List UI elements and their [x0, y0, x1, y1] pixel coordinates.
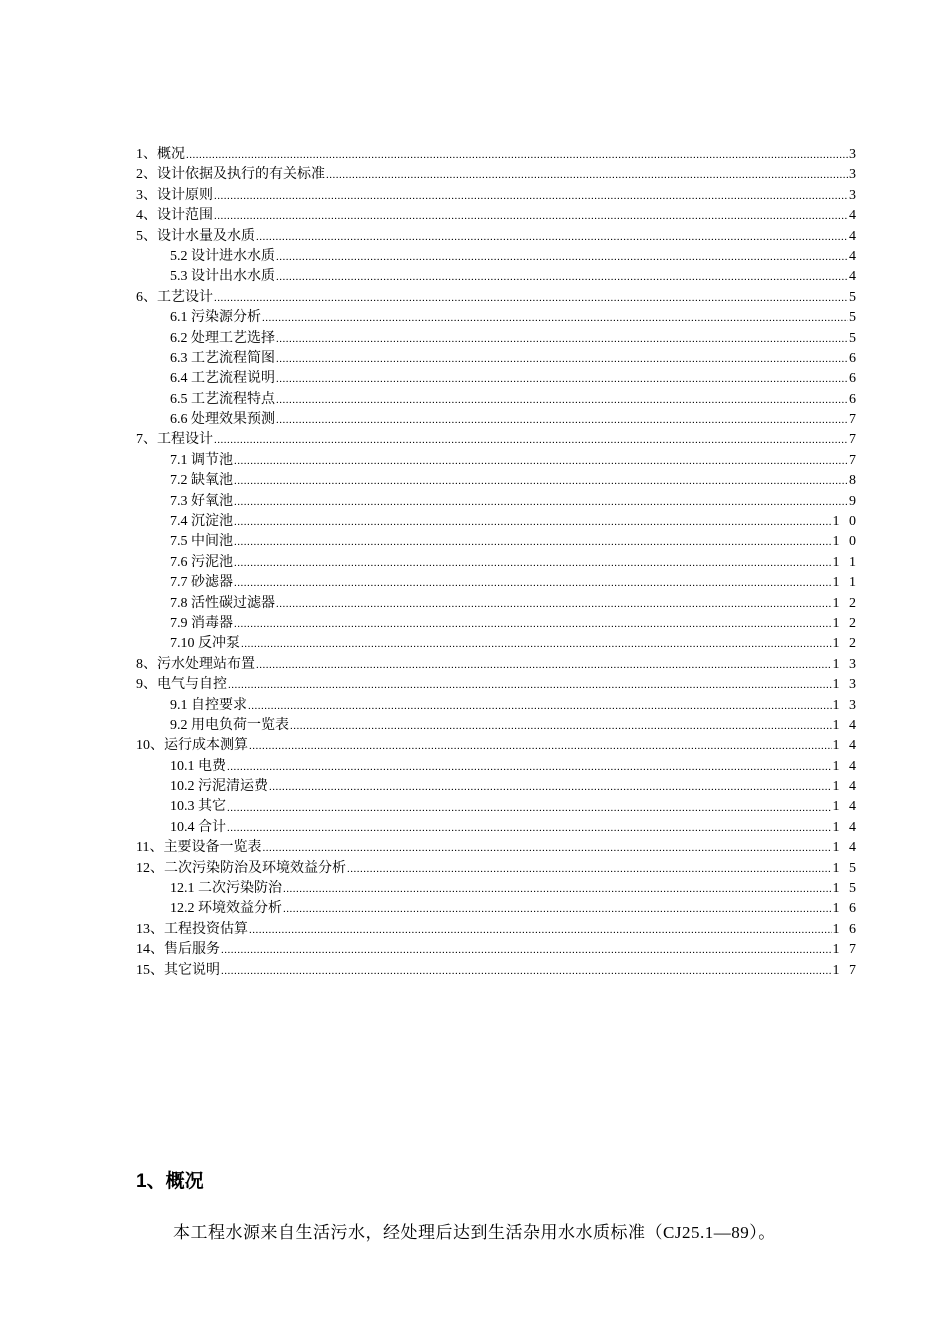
toc-entry-label: 6、工艺设计	[136, 289, 213, 305]
toc-entry-label: 5.2 设计进水水质	[170, 248, 275, 264]
toc-entry-page-number: 1 7	[832, 962, 859, 978]
toc-dot-leader	[262, 838, 831, 858]
section-heading: 1、概况	[136, 1171, 204, 1192]
toc-dot-leader	[234, 614, 832, 634]
toc-entry-label: 6.4 工艺流程说明	[170, 371, 275, 387]
toc-dot-leader	[221, 940, 832, 960]
toc-entry-label: 8、污水处理站布置	[136, 656, 255, 672]
toc-entry-page-number: 8	[849, 473, 859, 489]
toc-entry[interactable]	[136, 308, 859, 328]
toc-entry-label: 12、二次污染防治及环境效益分析	[136, 860, 346, 876]
toc-entry-page-number: 1 4	[832, 779, 859, 795]
toc-entry-label: 6.1 污染源分析	[170, 310, 261, 326]
toc-entry-label: 7.1 调节池	[170, 452, 233, 468]
toc-entry-label: 7.8 活性碳过滤器	[170, 595, 275, 611]
toc-entry-page-number: 1 0	[832, 534, 859, 550]
toc-entry[interactable]	[136, 696, 859, 716]
toc-entry[interactable]	[136, 186, 859, 206]
toc-entry[interactable]	[136, 777, 859, 797]
toc-entry-label: 4、设计范围	[136, 208, 213, 224]
toc-entry-label: 1、概况	[136, 146, 185, 162]
toc-dot-leader	[234, 532, 832, 552]
toc-entry[interactable]	[136, 899, 859, 919]
toc-dot-leader	[276, 390, 848, 410]
toc-entry-page-number: 4	[849, 248, 859, 264]
toc-entry[interactable]	[136, 879, 859, 899]
toc-entry[interactable]	[136, 675, 859, 695]
toc-dot-leader	[283, 899, 832, 919]
toc-entry[interactable]	[136, 655, 859, 675]
toc-entry[interactable]	[136, 267, 859, 287]
toc-entry[interactable]	[136, 227, 859, 247]
toc-entry-page-number: 1 6	[832, 921, 859, 937]
toc-entry-page-number: 1 4	[832, 738, 859, 754]
toc-entry[interactable]	[136, 492, 859, 512]
toc-dot-leader	[283, 879, 832, 899]
toc-entry-page-number: 1 6	[832, 901, 859, 917]
toc-entry[interactable]	[136, 247, 859, 267]
toc-entry-label: 9.2 用电负荷一览表	[170, 717, 289, 733]
toc-dot-leader	[227, 757, 832, 777]
toc-entry[interactable]	[136, 818, 859, 838]
toc-dot-leader	[276, 594, 832, 614]
toc-entry[interactable]	[136, 736, 859, 756]
toc-entry-label: 7.6 污泥池	[170, 554, 233, 570]
toc-entry-page-number: 7	[849, 452, 859, 468]
toc-entry[interactable]	[136, 716, 859, 736]
toc-entry-label: 7.9 消毒器	[170, 615, 233, 631]
toc-dot-leader	[234, 451, 848, 471]
toc-dot-leader	[221, 961, 832, 981]
toc-entry-label: 7.2 缺氧池	[170, 473, 233, 489]
toc-dot-leader	[276, 410, 848, 430]
toc-entry[interactable]	[136, 757, 859, 777]
toc-entry-page-number: 1 3	[832, 697, 859, 713]
toc-entry-page-number: 1 2	[832, 615, 859, 631]
toc-entry[interactable]	[136, 614, 859, 634]
toc-entry-label: 15、其它说明	[136, 962, 220, 978]
toc-entry-label: 14、售后服务	[136, 942, 220, 958]
table-of-contents	[136, 145, 859, 981]
toc-entry-page-number: 1 2	[832, 636, 859, 652]
toc-entry-page-number: 5	[849, 330, 859, 346]
toc-dot-leader	[227, 818, 832, 838]
toc-entry-page-number: 1 1	[832, 575, 859, 591]
toc-dot-leader	[256, 655, 832, 675]
toc-entry-label: 6.2 处理工艺选择	[170, 330, 275, 346]
toc-entry[interactable]	[136, 553, 859, 573]
toc-dot-leader	[276, 267, 848, 287]
toc-dot-leader	[234, 573, 832, 593]
toc-dot-leader	[214, 206, 848, 226]
toc-entry-page-number: 6	[849, 371, 859, 387]
toc-entry[interactable]	[136, 961, 859, 981]
toc-entry[interactable]	[136, 288, 859, 308]
toc-entry-label: 6.3 工艺流程简图	[170, 350, 275, 366]
section-paragraph: 本工程水源来自生活污水，经处理后达到生活杂用水水质标准（CJ25.1—89）。	[173, 1223, 776, 1242]
toc-entry-page-number: 9	[849, 493, 859, 509]
toc-entry-label: 7.7 砂滤器	[170, 575, 233, 591]
toc-dot-leader	[214, 288, 848, 308]
toc-dot-leader	[227, 798, 832, 818]
toc-entry-page-number: 1 7	[832, 942, 859, 958]
toc-entry-label: 6.5 工艺流程特点	[170, 391, 275, 407]
toc-entry-label: 10.4 合计	[170, 819, 226, 835]
toc-entry[interactable]	[136, 451, 859, 471]
toc-dot-leader	[248, 696, 832, 716]
toc-dot-leader	[276, 369, 848, 389]
toc-entry-label: 11、主要设备一览表	[136, 840, 262, 856]
toc-entry-label: 10.1 电费	[170, 758, 226, 774]
toc-entry-label: 9、电气与自控	[136, 677, 227, 693]
toc-entry-page-number: 1 4	[832, 758, 859, 774]
toc-entry-label: 13、工程投资估算	[136, 921, 248, 937]
toc-entry-page-number: 1 2	[832, 595, 859, 611]
toc-dot-leader	[214, 430, 848, 450]
toc-dot-leader	[234, 492, 848, 512]
toc-dot-leader	[276, 349, 848, 369]
toc-entry[interactable]	[136, 145, 859, 165]
toc-entry[interactable]	[136, 206, 859, 226]
toc-entry-page-number: 5	[849, 289, 859, 305]
toc-entry-page-number: 3	[849, 187, 859, 203]
toc-entry-label: 6.6 处理效果预测	[170, 412, 275, 428]
toc-dot-leader	[262, 308, 848, 328]
toc-dot-leader	[347, 859, 832, 879]
toc-entry[interactable]	[136, 369, 859, 389]
toc-entry-page-number: 3	[849, 146, 859, 162]
toc-entry[interactable]	[136, 940, 859, 960]
toc-entry[interactable]	[136, 573, 859, 593]
toc-entry-page-number: 4	[849, 269, 859, 285]
toc-entry-page-number: 7	[849, 412, 859, 428]
toc-entry-page-number: 1 5	[832, 860, 859, 876]
toc-entry-page-number: 1 1	[832, 554, 859, 570]
toc-dot-leader	[186, 145, 848, 165]
toc-entry-page-number: 1 3	[832, 677, 859, 693]
toc-entry-label: 5.3 设计出水水质	[170, 269, 275, 285]
toc-entry-label: 10.2 污泥清运费	[170, 779, 268, 795]
toc-entry[interactable]	[136, 165, 859, 185]
toc-entry-page-number: 4	[849, 228, 859, 244]
toc-entry[interactable]	[136, 838, 859, 858]
toc-dot-leader	[256, 227, 848, 247]
toc-entry-page-number: 6	[849, 391, 859, 407]
toc-entry[interactable]	[136, 471, 859, 491]
toc-entry-label: 7.3 好氧池	[170, 493, 233, 509]
toc-dot-leader	[326, 165, 848, 185]
toc-entry[interactable]	[136, 594, 859, 614]
toc-entry-label: 7.10 反冲泵	[170, 636, 240, 652]
toc-entry[interactable]	[136, 390, 859, 410]
toc-dot-leader	[228, 675, 832, 695]
toc-entry[interactable]	[136, 634, 859, 654]
toc-entry[interactable]	[136, 798, 859, 818]
toc-entry[interactable]	[136, 532, 859, 552]
toc-dot-leader	[234, 512, 832, 532]
toc-entry[interactable]	[136, 329, 859, 349]
toc-entry-page-number: 1 5	[832, 881, 859, 897]
toc-entry-page-number: 1 4	[832, 717, 859, 733]
toc-dot-leader	[241, 634, 832, 654]
toc-entry[interactable]	[136, 920, 859, 940]
toc-entry-label: 9.1 自控要求	[170, 697, 247, 713]
toc-entry-page-number: 1 4	[832, 819, 859, 835]
toc-entry-page-number: 1 4	[832, 799, 859, 815]
toc-entry-page-number: 5	[849, 310, 859, 326]
toc-entry-page-number: 7	[849, 432, 859, 448]
toc-entry-page-number: 4	[849, 208, 859, 224]
toc-entry-page-number: 1 0	[832, 514, 859, 530]
toc-entry-label: 3、设计原则	[136, 187, 213, 203]
toc-entry-page-number: 1 4	[832, 840, 859, 856]
toc-dot-leader	[214, 186, 848, 206]
toc-entry-label: 7.5 中间池	[170, 534, 233, 550]
toc-entry[interactable]	[136, 512, 859, 532]
toc-entry-label: 10.3 其它	[170, 799, 226, 815]
toc-dot-leader	[269, 777, 832, 797]
toc-entry-page-number: 1 3	[832, 656, 859, 672]
toc-dot-leader	[290, 716, 832, 736]
toc-dot-leader	[249, 736, 832, 756]
toc-entry[interactable]	[136, 349, 859, 369]
toc-entry-label: 10、运行成本测算	[136, 738, 248, 754]
toc-dot-leader	[276, 247, 848, 267]
toc-entry-label: 7.4 沉淀池	[170, 514, 233, 530]
toc-dot-leader	[249, 920, 832, 940]
toc-entry[interactable]	[136, 410, 859, 430]
toc-entry-label: 2、设计依据及执行的有关标准	[136, 167, 325, 183]
toc-dot-leader	[276, 329, 848, 349]
toc-entry-label: 7、工程设计	[136, 432, 213, 448]
toc-entry-label: 12.2 环境效益分析	[170, 901, 282, 917]
toc-entry-label: 12.1 二次污染防治	[170, 881, 282, 897]
toc-entry[interactable]	[136, 859, 859, 879]
toc-entry[interactable]	[136, 430, 859, 450]
toc-entry-page-number: 6	[849, 350, 859, 366]
toc-dot-leader	[234, 553, 832, 573]
toc-entry-label: 5、设计水量及水质	[136, 228, 255, 244]
toc-entry-page-number: 3	[849, 167, 859, 183]
toc-dot-leader	[234, 471, 848, 491]
